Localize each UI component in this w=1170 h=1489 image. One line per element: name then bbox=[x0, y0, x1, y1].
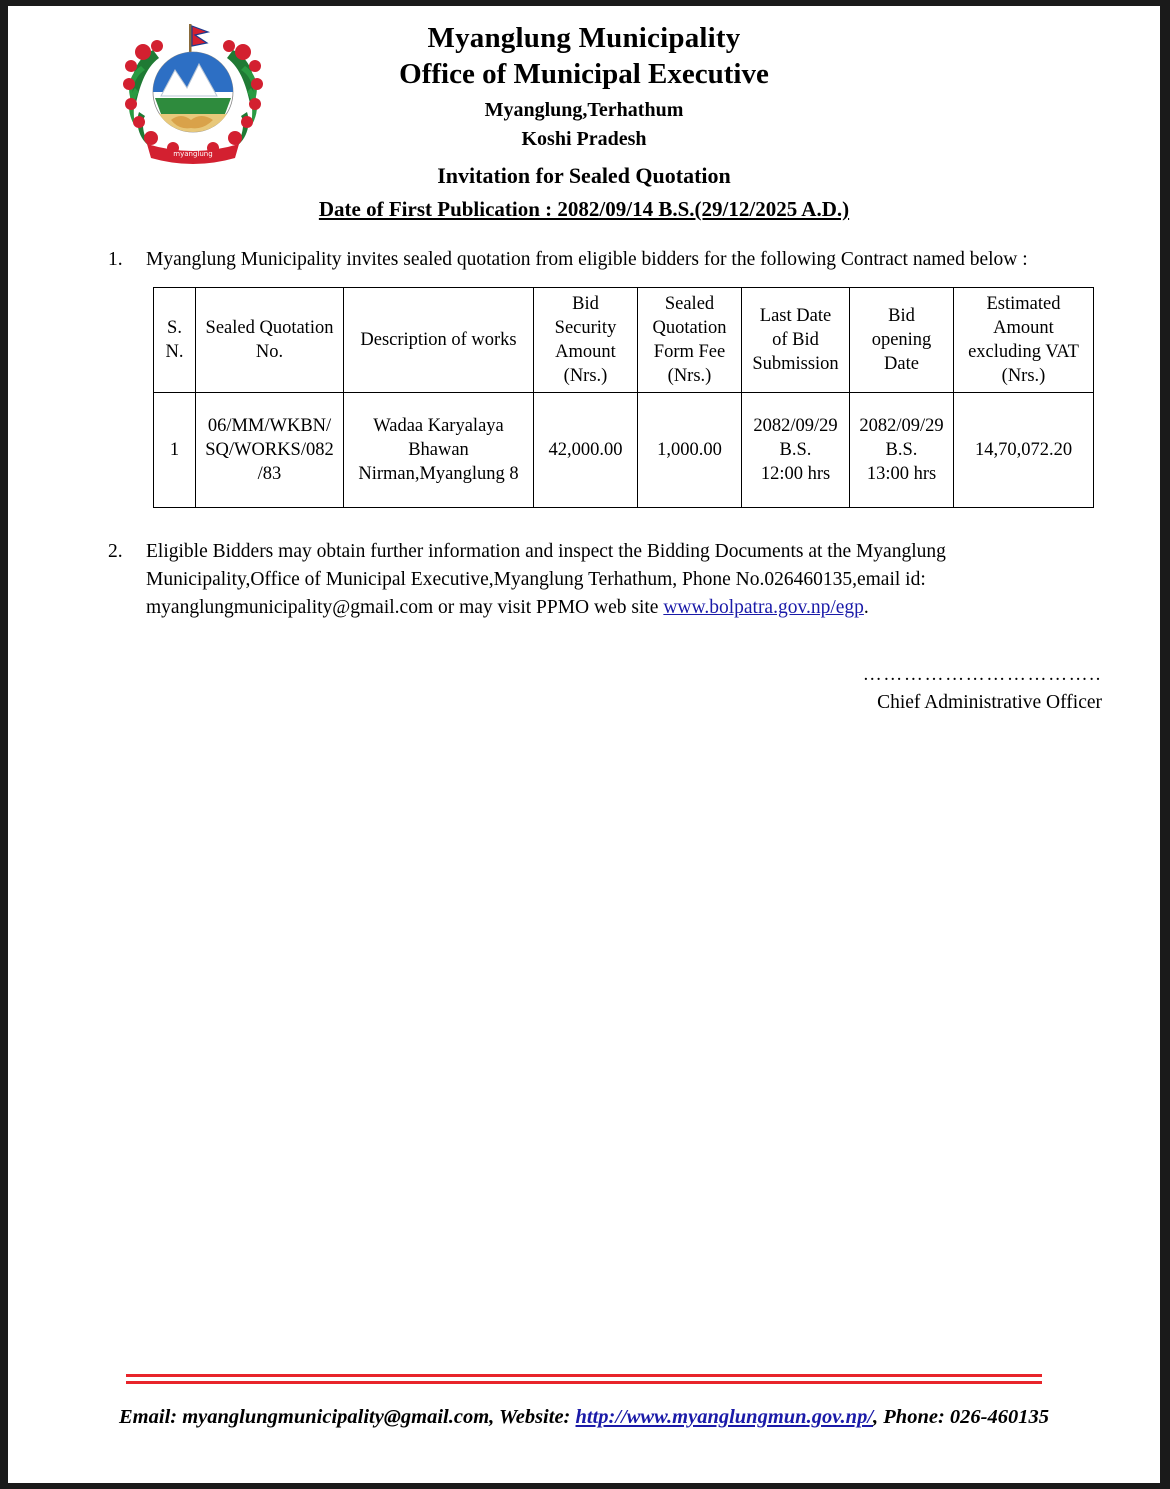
column-header-bid-security bbox=[534, 288, 638, 393]
clause-2-number: 2. bbox=[108, 541, 123, 563]
clause-1-number: 1. bbox=[108, 248, 123, 270]
cell-line: 06/MM/WKBN/ bbox=[207, 416, 332, 437]
ppmo-website-link[interactable]: www.bolpatra.gov.np/egp bbox=[663, 596, 864, 618]
document-footer bbox=[8, 1374, 1160, 1429]
header-line: Bid bbox=[888, 306, 915, 327]
header-line: Date bbox=[884, 354, 919, 375]
cell-line: Wadaa Karyalaya bbox=[373, 416, 504, 437]
header-line: excluding VAT bbox=[968, 342, 1079, 363]
footer-rule-bottom bbox=[126, 1381, 1042, 1384]
office-name: Office of Municipal Executive bbox=[399, 58, 769, 91]
cell-line: 13:00 hrs bbox=[866, 464, 937, 485]
header-line: Sealed Quotation bbox=[205, 318, 334, 339]
bid-table-wrapper bbox=[153, 287, 1093, 508]
clause-2 bbox=[8, 538, 1160, 621]
clause-2-text-tail: . bbox=[863, 596, 869, 618]
cell-line: Nirman,Myanglung 8 bbox=[358, 464, 519, 485]
page-border-left bbox=[0, 0, 8, 1489]
column-header-sn bbox=[154, 288, 196, 393]
header-line: Security bbox=[554, 318, 617, 339]
signatory-title: Chief Administrative Officer bbox=[877, 691, 1102, 713]
header-line: (Nrs.) bbox=[1001, 366, 1046, 387]
cell-line: SQ/WORKS/082 bbox=[205, 440, 334, 461]
document-header bbox=[8, 6, 1160, 222]
cell-form-fee: 1,000.00 bbox=[638, 393, 742, 508]
header-line: (Nrs.) bbox=[667, 366, 712, 387]
header-line: Description of works bbox=[360, 330, 517, 351]
publication-date-line: Date of First Publication : 2082/09/14 B.S.(29/12/2025 A.D.) bbox=[318, 196, 850, 221]
footer-email-label: Email: myanglungmunicipality@gmail.com, Website: bbox=[119, 1406, 576, 1428]
footer-phone: , Phone: 026-460135 bbox=[873, 1406, 1049, 1428]
document-content bbox=[8, 6, 1160, 1483]
column-header-description bbox=[344, 288, 534, 393]
clause-2-text: Eligible Bidders may obtain further information and inspect the Bidding Documents at the Myanglung Municipality,Office of Municipal Executive,Myanglung Terhathum, Phone No.026460135,email id: myanglungmunicipality@gmail.com or may visit PPMO web site bbox=[146, 541, 946, 618]
clause-1-text: Myanglung Municipality invites sealed quotation from eligible bidders for the following Contract named below : bbox=[146, 248, 1028, 270]
page-border-bottom bbox=[0, 1483, 1170, 1489]
cell-line: 2082/09/29 bbox=[859, 416, 944, 437]
header-line: Bid bbox=[572, 294, 599, 315]
organization-name: Myanglung Municipality bbox=[427, 22, 741, 54]
header-line: opening bbox=[871, 330, 932, 351]
header-line: of Bid bbox=[772, 330, 819, 351]
column-header-opening-date bbox=[850, 288, 954, 393]
header-line: Submission bbox=[752, 354, 839, 375]
svg-text:myanglung: myanglung bbox=[173, 150, 213, 158]
column-header-estimated-amount bbox=[954, 288, 1094, 393]
address-line: Myanglung,Terhathum bbox=[484, 98, 684, 121]
nepal-emblem-icon bbox=[113, 22, 273, 172]
header-line: Estimated bbox=[986, 294, 1061, 315]
header-line: No. bbox=[255, 342, 284, 363]
cell-last-date bbox=[742, 393, 850, 508]
province-line: Koshi Pradesh bbox=[521, 127, 647, 150]
cell-line: B.S. bbox=[885, 440, 918, 461]
column-header-last-date bbox=[742, 288, 850, 393]
cell-bid-security: 42,000.00 bbox=[534, 393, 638, 508]
table-row bbox=[154, 393, 1094, 508]
header-line: Sealed bbox=[664, 294, 715, 315]
footer-contact-line bbox=[8, 1406, 1160, 1429]
cell-line: B.S. bbox=[779, 440, 812, 461]
header-line: Form Fee bbox=[653, 342, 726, 363]
bid-table bbox=[153, 287, 1094, 508]
page-border-right bbox=[1160, 0, 1170, 1489]
cell-line: Bhawan bbox=[408, 440, 469, 461]
column-header-form-fee bbox=[638, 288, 742, 393]
header-line: Amount bbox=[993, 318, 1054, 339]
signature-block bbox=[8, 661, 1102, 717]
cell-sn: 1 bbox=[154, 393, 196, 508]
header-line: N. bbox=[165, 342, 184, 363]
header-line: (Nrs.) bbox=[563, 366, 608, 387]
column-header-quotation-no bbox=[196, 288, 344, 393]
signature-line: …………………………….. bbox=[862, 664, 1102, 686]
clause-1 bbox=[8, 246, 1160, 274]
cell-opening-date bbox=[850, 393, 954, 508]
municipality-website-link[interactable]: http://www.myanglungmun.gov.np/ bbox=[575, 1406, 874, 1428]
header-line: S. bbox=[167, 318, 182, 339]
cell-estimated-amount: 14,70,072.20 bbox=[954, 393, 1094, 508]
header-line: Last Date bbox=[759, 306, 832, 327]
cell-line: 12:00 hrs bbox=[760, 464, 831, 485]
document-title: Invitation for Sealed Quotation bbox=[437, 162, 731, 188]
cell-line: 2082/09/29 bbox=[753, 416, 838, 437]
cell-description bbox=[344, 393, 534, 508]
header-line: Amount bbox=[555, 342, 616, 363]
cell-line: /83 bbox=[257, 464, 282, 485]
header-line: Quotation bbox=[652, 318, 727, 339]
table-header-row bbox=[154, 288, 1094, 393]
cell-quotation-no bbox=[196, 393, 344, 508]
